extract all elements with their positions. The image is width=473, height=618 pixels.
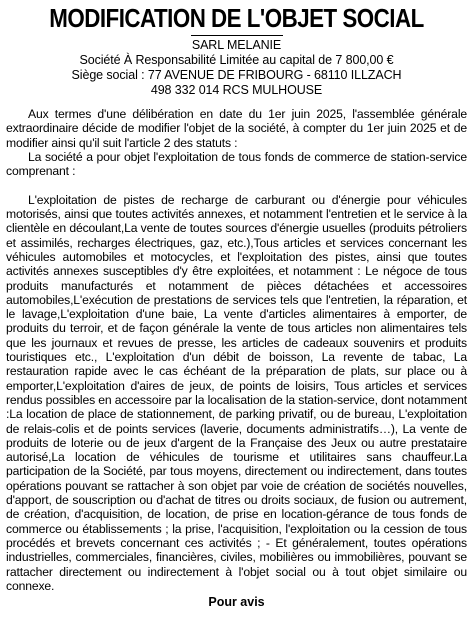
title-divider (191, 35, 283, 36)
company-name: SARL MELANIE (191, 38, 282, 52)
company-seat: Siège social : 77 AVENUE DE FRIBOURG - 68110 ILLZACH (71, 68, 402, 82)
notice-footer: Pour avis (208, 595, 265, 610)
notice-body (6, 107, 467, 593)
company-block (6, 38, 467, 98)
legal-notice (0, 3, 473, 618)
paragraph-object-details: L'exploitation de pistes de recharge de carburant ou d'énergie pour véhicules motorisés, ainsi que toutes activités annexes, et notamment l'entretien et le service à la clientèle en découlant,La vente de toutes sources d'énergie usuelles (produits pétroliers et assimilés, recharges électriques, gaz, etc.),Tous articles et services concernant les véhicules automobiles et motocycles, et l'exploitation des pistes, ainsi que toutes activités annexes susceptibles d'y être exploitées, et notamment : Le négoce de tous produits manufacturés et notamment de pièces détachées et accessoires automobiles,L'exécution de prestations de services tels que l'entretien, la réparation, et le lavage,L'exploitation d'une baie, La vente d'articles alimentaires à emporter, de produits du terroir, et de façon générale la vente de tous articles non alimentaires tels que les journaux et revues de presse, les articles de cadeaux souvenirs et produits touristiques etc., L'exploitation d'un débit de boisson, La revente de tabac, La restauration rapide avec le cas échéant de la préparation de plats, sur place ou à emporter,L'exploitation d'aires de jeux, de points de loisirs, Tous articles et services rendus possibles en accessoire par la localisation de la station-service, dont notamment :La location de place de stationnement, de parking privatif, ou de bureau, L'exploitation de relais-colis et de points services (laverie, documents administratifs…), La vente de produits de loterie ou de jeux d'argent de la Française des Jeux ou autre prestataire autorisé,La location de véhicules de tourisme et utilitaires sans chauffeur.La participation de la Société, par tous moyens, directement ou indirectement, dans toutes opérations pouvant se rattacher à son objet par voie de création de sociétés nouvelles, d'apport, de souscription ou d'achat de titres ou droits sociaux, de fusion ou autrement, de création, d'acquisition, de location, de prise en location-gérance de tous fonds de commerce ou établissements ; la prise, l'acquisition, l'exploitation ou la cession de tous procédés et brevets concernant ces activités ; - Et généralement, toutes opérations industrielles, commerciales, financières, civiles, mobilières ou immobilières, pouvant se rattacher directement ou indirectement à l'objet social ou à tout objet similaire ou connexe. (6, 192, 468, 593)
company-rcs: 498 332 014 RCS MULHOUSE (150, 83, 323, 97)
paragraph-object-intro: La société a pour objet l'exploitation de tous fonds de commerce de station-service comprenant : (6, 149, 467, 179)
company-form: Société À Responsabilité Limitée au capital de 7 800,00 € (79, 53, 394, 67)
notice-title: MODIFICATION DE L'OBJET SOCIAL (49, 3, 424, 33)
paragraph-deliberation: Aux termes d'une délibération en date du 1er juin 2025, l'assemblée générale extraordinaire décide de modifier l'objet de la société, à compter du 1er juin 2025 et de modifier ainsi qu'il suit l'article 2 des statuts : (6, 107, 467, 150)
